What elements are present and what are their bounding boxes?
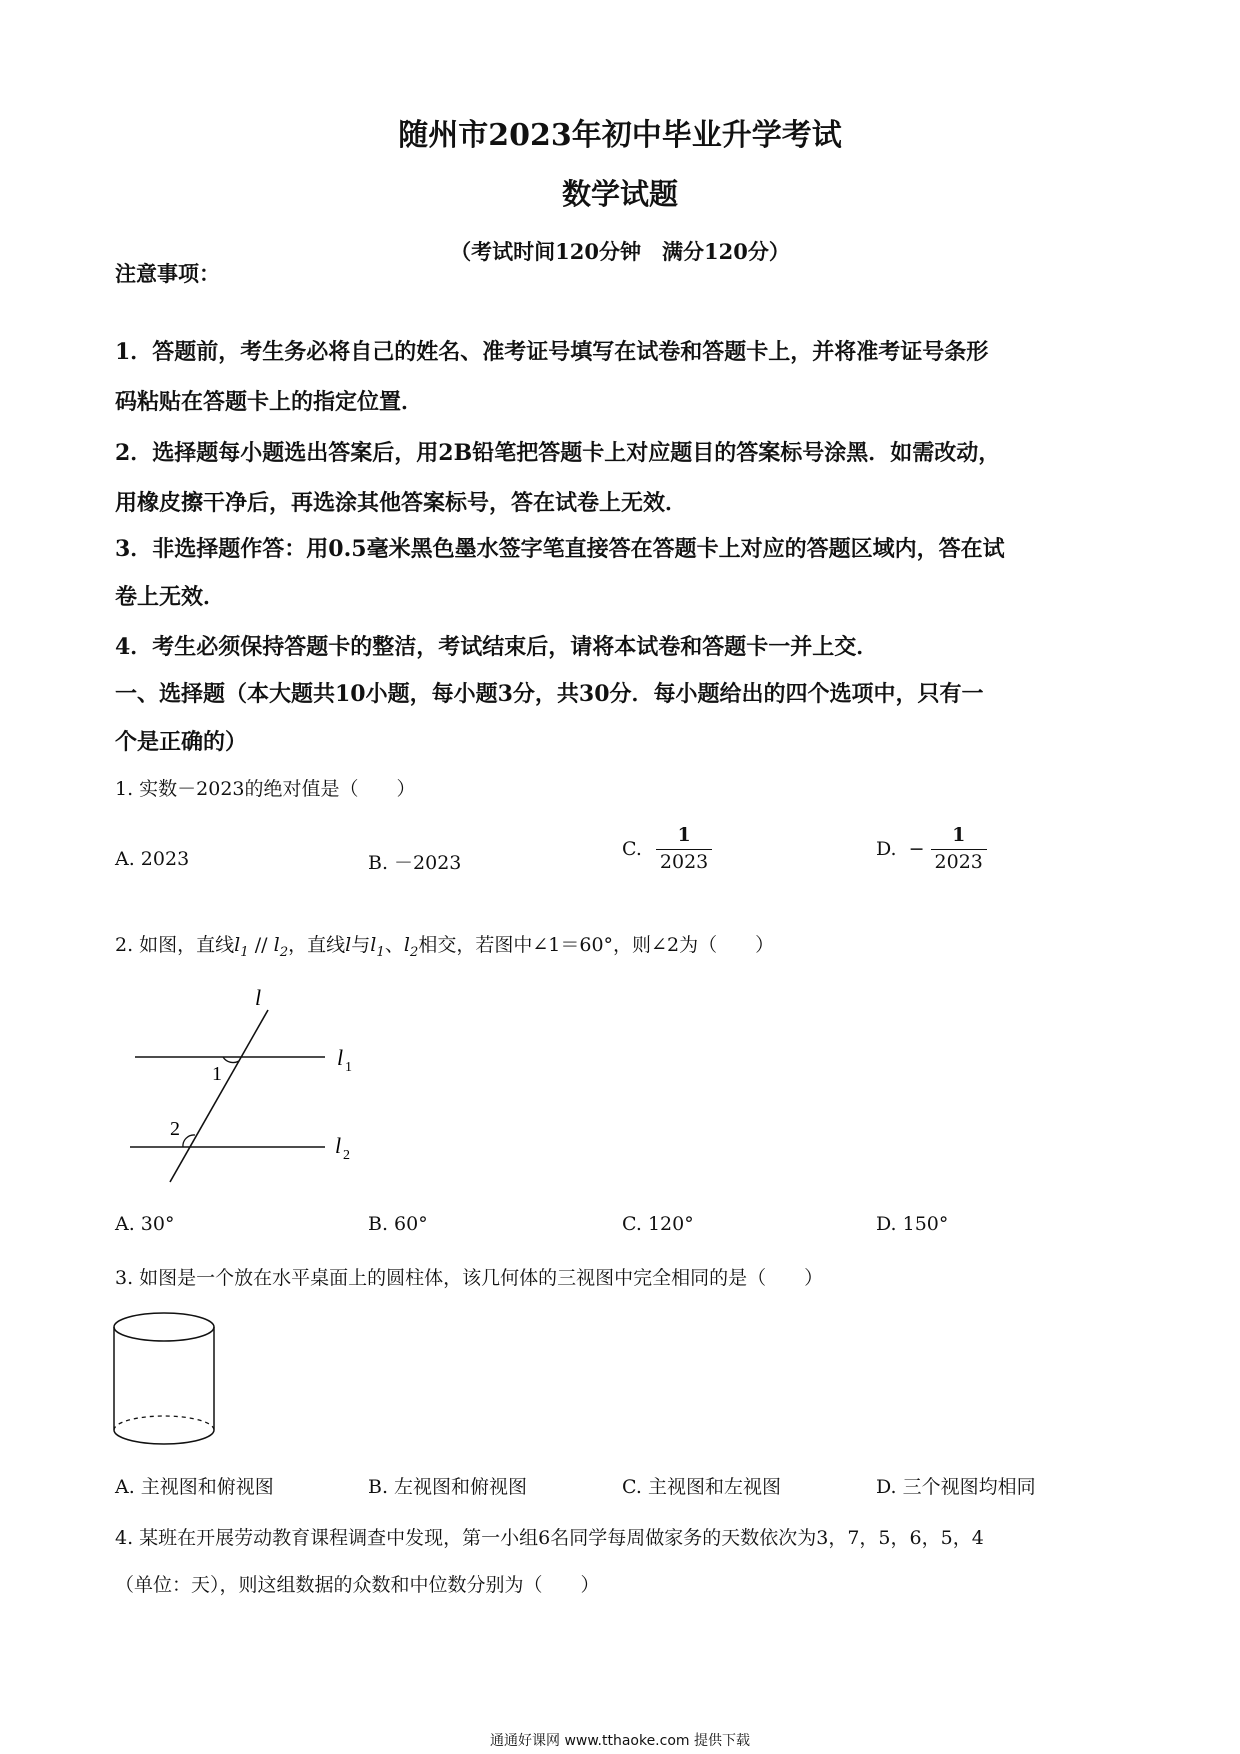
q2-l1-base-b: l — [370, 934, 377, 956]
note-3-line-2: 卷上无效． — [115, 584, 226, 610]
footer-source: 通通好课网 www.tthaoke.com 提供下载 — [490, 1733, 750, 1749]
transversal-l — [170, 1010, 268, 1182]
figure-angle-1-label: 1 — [212, 1063, 222, 1085]
q2-l2-base: l — [273, 934, 280, 956]
fraction-d — [931, 826, 987, 873]
question-4-line-2: （单位：天），则这组数据的众数和中位数分别为（ ） — [115, 1574, 600, 1596]
question-2-option-c: C. 120° — [622, 1213, 694, 1235]
question-1-option-d — [876, 826, 987, 873]
figure-label-l1: l — [337, 1045, 344, 1070]
figure-label-l: l — [255, 985, 262, 1010]
cylinder-bottom-front-arc — [114, 1430, 214, 1444]
q2-l2-sub: 2 — [279, 944, 289, 960]
q2-line-l: l — [345, 934, 352, 956]
q2-line-l2-b — [403, 934, 419, 960]
fraction-d-denominator: 2023 — [931, 849, 987, 873]
q2-stem-part-3: 与 — [351, 934, 371, 956]
option-d-label: D. — [876, 838, 897, 861]
question-2-option-b: B. 60° — [368, 1213, 428, 1235]
parallel-lines-figure — [115, 985, 375, 1185]
fraction-c — [656, 826, 712, 873]
q2-l1-sub-b: 1 — [376, 944, 385, 960]
exam-time-info: （考试时间120分钟 满分120分） — [450, 239, 790, 264]
q2-stem-part-1: 2. 如图，直线 — [115, 934, 235, 956]
q2-line-l1-b — [370, 934, 385, 960]
option-c-label: C. — [622, 838, 642, 861]
note-3-line-1: 3．非选择题作答：用0.5毫米黑色墨水签字笔直接答在答题卡上对应的答题区域内，答在试 — [115, 536, 1005, 562]
figure-label-l2: l — [335, 1133, 342, 1158]
figure-label-l2-sub: 2 — [343, 1148, 350, 1163]
section-1-heading-line-1: 一、选择题（本大题共10小题，每小题3分，共30分．每小题给出的四个选项中，只有一 — [115, 681, 984, 707]
exam-title: 随州市2023年初中毕业升学考试 — [398, 118, 842, 153]
option-d-sign: − — [908, 838, 925, 861]
note-1-line-1: 1．答题前，考生务必将自己的姓名、准考证号填写在试卷和答题卡上，并将准考证号条形 — [115, 339, 989, 365]
q2-l2-sub-b: 2 — [409, 944, 419, 960]
note-2-line-1: 2．选择题每小题选出答案后，用2B铅笔把答题卡上对应题目的答案标号涂黑．如需改动， — [115, 440, 1001, 466]
fraction-d-numerator: 1 — [952, 824, 966, 846]
question-4-line-1: 4. 某班在开展劳动教育课程调查中发现，第一小组6名同学每周做家务的天数依次为3，7，5，6，5，4 — [115, 1527, 984, 1549]
angle-1-arc — [223, 1057, 239, 1063]
q2-line-l1 — [234, 934, 249, 960]
q2-stem-part-5: 相交，若图中∠1＝60°，则∠2为（ ） — [418, 934, 775, 956]
question-1-option-b: B. －2023 — [368, 852, 462, 874]
exam-subtitle: 数学试题 — [561, 177, 678, 211]
note-1-line-2: 码粘贴在答题卡上的指定位置． — [115, 389, 424, 415]
cylinder-bottom-hidden-arc — [114, 1416, 214, 1430]
question-2-option-a: A. 30° — [115, 1213, 175, 1235]
q2-l1-base: l — [234, 934, 241, 956]
q2-line-l2 — [273, 934, 289, 960]
q2-stem-part-2: ，直线 — [288, 934, 346, 956]
section-1-heading-line-2: 个是正确的） — [115, 729, 248, 755]
question-2-stem — [115, 930, 774, 960]
question-1-option-a: A. 2023 — [115, 848, 190, 870]
question-2-option-d: D. 150° — [876, 1213, 949, 1235]
note-2-line-2: 用橡皮擦干净后，再选涂其他答案标号，答在试卷上无效． — [115, 490, 688, 516]
q2-l1-sub: 1 — [240, 944, 249, 960]
figure-angle-2-label: 2 — [170, 1118, 180, 1140]
note-4: 4．考生必须保持答题卡的整洁，考试结束后，请将本试卷和答题卡一并上交． — [115, 634, 879, 660]
fraction-c-denominator: 2023 — [656, 849, 712, 873]
figure-label-l1-sub: 1 — [345, 1060, 352, 1075]
question-3-stem: 3. 如图是一个放在水平桌面上的圆柱体，该几何体的三视图中完全相同的是（ ） — [115, 1267, 824, 1289]
q2-l2-base-b: l — [403, 934, 410, 956]
question-3-option-b: B. 左视图和俯视图 — [368, 1476, 528, 1498]
question-3-option-c: C. 主视图和左视图 — [622, 1476, 781, 1498]
fraction-c-numerator: 1 — [677, 824, 691, 846]
cylinder-figure — [110, 1305, 230, 1455]
question-1-stem: 1. 实数－2023的绝对值是（ ） — [115, 778, 416, 800]
q2-stem-part-4: 、 — [384, 934, 404, 956]
question-1-option-c — [622, 826, 712, 873]
cylinder-top-ellipse — [114, 1313, 214, 1341]
question-3-option-a: A. 主视图和俯视图 — [115, 1476, 274, 1498]
q2-parallel: // — [248, 934, 274, 956]
question-3-option-d: D. 三个视图均相同 — [876, 1476, 1036, 1498]
notes-heading: 注意事项： — [115, 261, 220, 286]
